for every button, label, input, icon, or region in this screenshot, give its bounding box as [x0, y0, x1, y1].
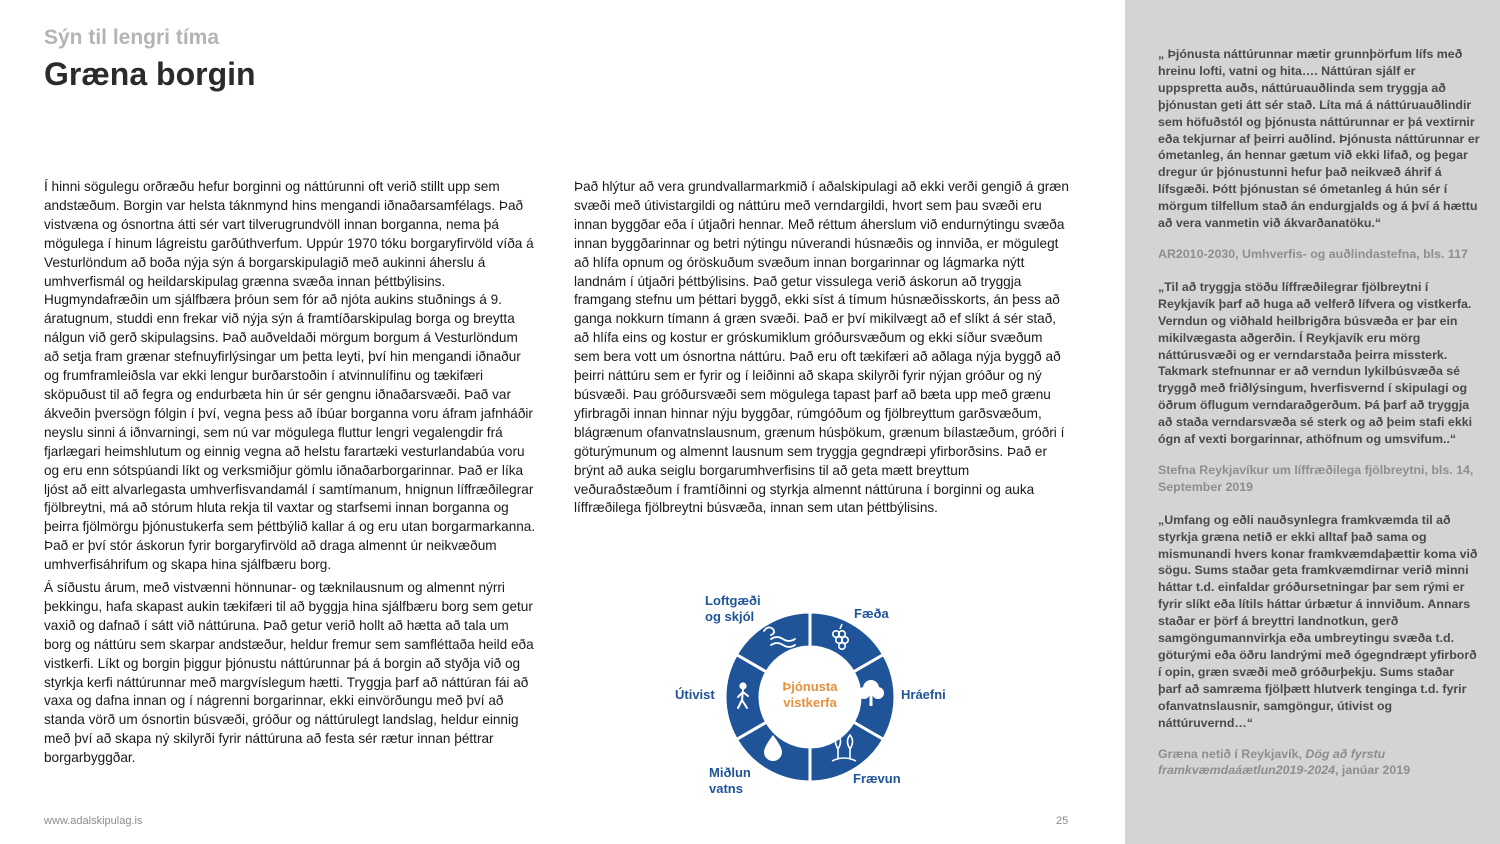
- source-text: Græna netið í Reykjavík,: [1158, 746, 1306, 761]
- quote-sidebar: [1125, 0, 1500, 844]
- sidebar-quote: „ Þjónusta náttúrunnar mætir grunnþörfum lífs með hreinu lofti, vatni og hita…. Náttúran sjálf er uppspretta auðs, náttúruauðlinda sem tryggja að þjónustan geti átt sér stað. Líta má á náttúruauðlindir sem höfuðstól og þjónusta náttúrunnar er þá vextirnir eða tekjurnar af þeirri auðlind. Þjónusta náttúrunnar er ómetanleg, án hennar gætum við ekki lifað, og þegar dregur úr þjónustunni hefur það neikvæð áhrif á lífsgæði. Þótt þjónustan sé ómetanleg á hún sér í mörgum tilfellum stað án endurgjalds og á því á hættu að vera vanmetin við ákvarðanatöku.“: [1158, 47, 1480, 231]
- label-midlun-vatns: Miðlun vatns: [709, 765, 751, 796]
- sidebar-source: AR2010-2030, Umhverfis- og auðlindastefna, bls. 117: [1158, 246, 1468, 261]
- sidebar-source: [1158, 746, 1480, 780]
- label-loftgaedi: Loftgæði og skjól: [705, 593, 761, 624]
- ecosystem-services-diagram: [660, 585, 960, 815]
- label-utivist: Útivist: [675, 687, 715, 702]
- label-faeda: Fæða: [854, 606, 889, 621]
- label-fraevun: Frævun: [853, 771, 901, 786]
- label-hraefni: Hráefni: [901, 687, 946, 702]
- sidebar-quote: „Til að tryggja stöðu líffræðilegrar fjölbreytni í Reykjavík þarf að huga að velferð lífvera og vistkerfa. Verndun og viðhald heilbrigðra búsvæða er þar ein mikilvægasta aðgerðin. Í Reykjavík eru mörg náttúrusvæði og er verndarstaða þeirra missterk. Takmark stefnunnar er að verndun lykilbúsvæða sé tryggð með friðlýsingum, hverfisvernd í skipulagi og öðrum öflugum verndaraðgerðum. Þá þarf að tryggja að staða verndarsvæða sé sterk og að þeim stafi ekki ógn af vexti borgarinnar, athöfnum og umsvifum..“: [1158, 279, 1473, 447]
- sidebar-source: Stefna Reykjavíkur um líffræðilega fjölbreytni, bls. 14, September 2019: [1158, 462, 1474, 494]
- page-title: Græna borgin: [44, 56, 256, 92]
- sidebar-quote: „Umfang og eðli nauðsynlegra framkvæmda til að styrkja græna netið er ekki alltaf það sama og mismunandi hvers konar framkvæmdaþættir koma við sögu. Sums staðar geta framkvæmdirnar verið minni háttar t.d. einfaldar gróðursetningar þar sem rými er fyrir slíkt eða lítils háttar úrbætur á innviðum. Annars staðar er þörf á breyttri landnotkun, gerð samgöngumannvirkja eða umbreytingu svæða t.d. göturými eða öðru landrými með ógegndræpt yfirborð í opin, græn svæði með gróðurþekju. Sums staðar þarf að samræma fjölþætt hlutverk tenginga t.d. fyrir ofanvatnslausnir, samgöngur, útivist og náttúruvernd…“: [1158, 512, 1478, 730]
- paragraph: Það hlýtur að vera grundvallarmarkmið í aðalskipulagi að ekki verði gengið á græn svæði með útivistargildi og náttúru með verndargildi, hvort sem þau svæði eru innan byggðar eða í útjaðri hennar. Með réttum áherslum við endurnýtingu svæða innan byggðarinnar og betri nýtingu núverandi húsnæðis og innviða, er mögulegt að hlífa opnum og óröskuðum svæðum innan borgarinnar og lágmarka nýtt landnám í útjaðri þéttbýlisins. Það getur vissulega verið áskorun að tryggja framgang stefnu um þéttari byggð, ekki síst á tímum húsnæðisskorts, án þess að ganga nokkurn tímann á græn svæði. Það er því mikilvægt að ef slíkt á sér stað, að hlífa eins og kostur er gróskumiklum gróðursvæðum og ekki síður svæðum sem bera vott um ósnortna náttúru. Það eru oft tækifæri að aðlaga nýja byggð að þeirri náttúru sem er fyrir og í leiðinni að skapa skilyrði fyrir nýjan gróður og ný búsvæði. Þau gróðursvæði sem mögulega tapast þarf að bæta upp með grænu yfirbragði innan hinnar nýju byggðar, rúmgóðum og fjölbreyttum garðsvæðum, blágrænum ofanvatnslausnum, grænum húsþökum, grænum bílastæðum, gróðri í göturýmunum og almennt lausnum sem tryggja gegndræpi yfirborðsins. Það er brýnt að auka seiglu borgarumhverfisins til að geta mætt breyttum veðuraðstæðum í framtíðinni og styrkja almennt náttúruna í borginni og auka líffræðilega fjölbreytni búsvæða, innan sem utan þéttbýlisins.: [574, 179, 1069, 516]
- paragraph: Í hinni sögulegu orðræðu hefur borginni og náttúrunni oft verið stillt upp sem andstæðum. Borgin var helsta táknmynd hins mengandi iðnaðarsamfélags. Það vistvæna og ósnortna átti sér vart tilverugrundvöll innan borganna, nema þá mögulega í hinum lágreistu garðúthverfum. Uppúr 1970 tóku borgaryfirvöld víða á Vesturlöndum að boða nýja sýn á borgarskipulagið með aukinni áherslu á umhverfismál og heildarskipulag grænna svæða innan þéttbýlisins. Hugmyndafræðin um sjálfbæra þróun sem fór að njóta aukins stuðnings á 9. áratugnum, studdi enn frekar við nýja sýn á framtíðarskipulag borga og breytta nálgun við gerð skipulagsins. Það auðveldaði mörgum borgum á Vesturlöndum að setja fram grænar stefnuyfirlýsingar um þetta leyti, því hin mengandi iðnaður og frumframleiðsla var ekki lengur burðarstoðin í atvinnulífinu og tækifæri sköpuðust til að fegra og endurbæta hin úr sér gengnu iðnaðarsvæði. Það var ákveðin þversögn fólgin í því, vegna þess að íbúar borganna voru áfram jafnháðir neyslu sinni á iðnvarningi, sem nú var mögulega fluttur lengri vegalengdir frá fjarlægari heimshlutum og einnig vegna að helstu farartæki vesturlandabúa voru og eru enn sótspúandi líkt og verksmiðjur gömlu iðnaðarborgarinnar. Það er líka ljóst að eitt alvarlegasta umhverfisvandamál í samtímanum, hnignun líffræðilegrar fjölbreytni, má að stórum hluta rekja til vaxtar og starfsemi innan borganna og þeirra fjölmörgu þjónustukerfa sem þéttbýlið kallar á og eru utan borgarmarkanna. Það er því stór áskorun fyrir borgaryfirvöld að draga almennt úr neikvæðum umhverfisáhrifum og skapa hina sjálfbæru borg.: [44, 179, 536, 573]
- section-kicker: Sýn til lengri tíma: [44, 26, 220, 49]
- body-column-left: [44, 178, 536, 772]
- paragraph: Á síðustu árum, með vistvænni hönnunar- og tæknilausnum og almennt nýrri þekkingu, hafa skapast aukin tækifæri til að byggja hina sjálfbæru borg sem getur vaxið og dafnað í sátt við náttúruna. Það getur verið hollt að hætta að tala um borg og náttúru sem skarpar andstæður, heldur fremur sem samfléttaða heild eða vistkerfi. Líkt og borgin þiggur þjónustu náttúrunnar þá á borgin að styðja við og styrkja kerfi náttúrunnar með margvíslegum hætti. Tryggja þarf að náttúran fái að vaxa og dafna innan og í nágrenni borgarinnar, ekki einvörðungu með því að standa vörð um ósnortin búsvæði, gróður og náttúrulegt landslag, heldur einnig með því að skapa ný skilyrði fyrir náttúruna að festa sér rætur innan þéttrar borgarbyggðar.: [44, 580, 534, 766]
- source-date: , janúar 2019: [1335, 763, 1411, 778]
- source-title: Dög að fyrstu framkvæmdaáætlun2019-2024: [1158, 746, 1386, 778]
- page-number: 25: [1056, 815, 1069, 827]
- footer-url: www.adalskipulag.is: [44, 815, 143, 827]
- body-column-middle: [574, 178, 1070, 522]
- diagram-center-label: Þjónusta vistkerfa: [782, 679, 838, 710]
